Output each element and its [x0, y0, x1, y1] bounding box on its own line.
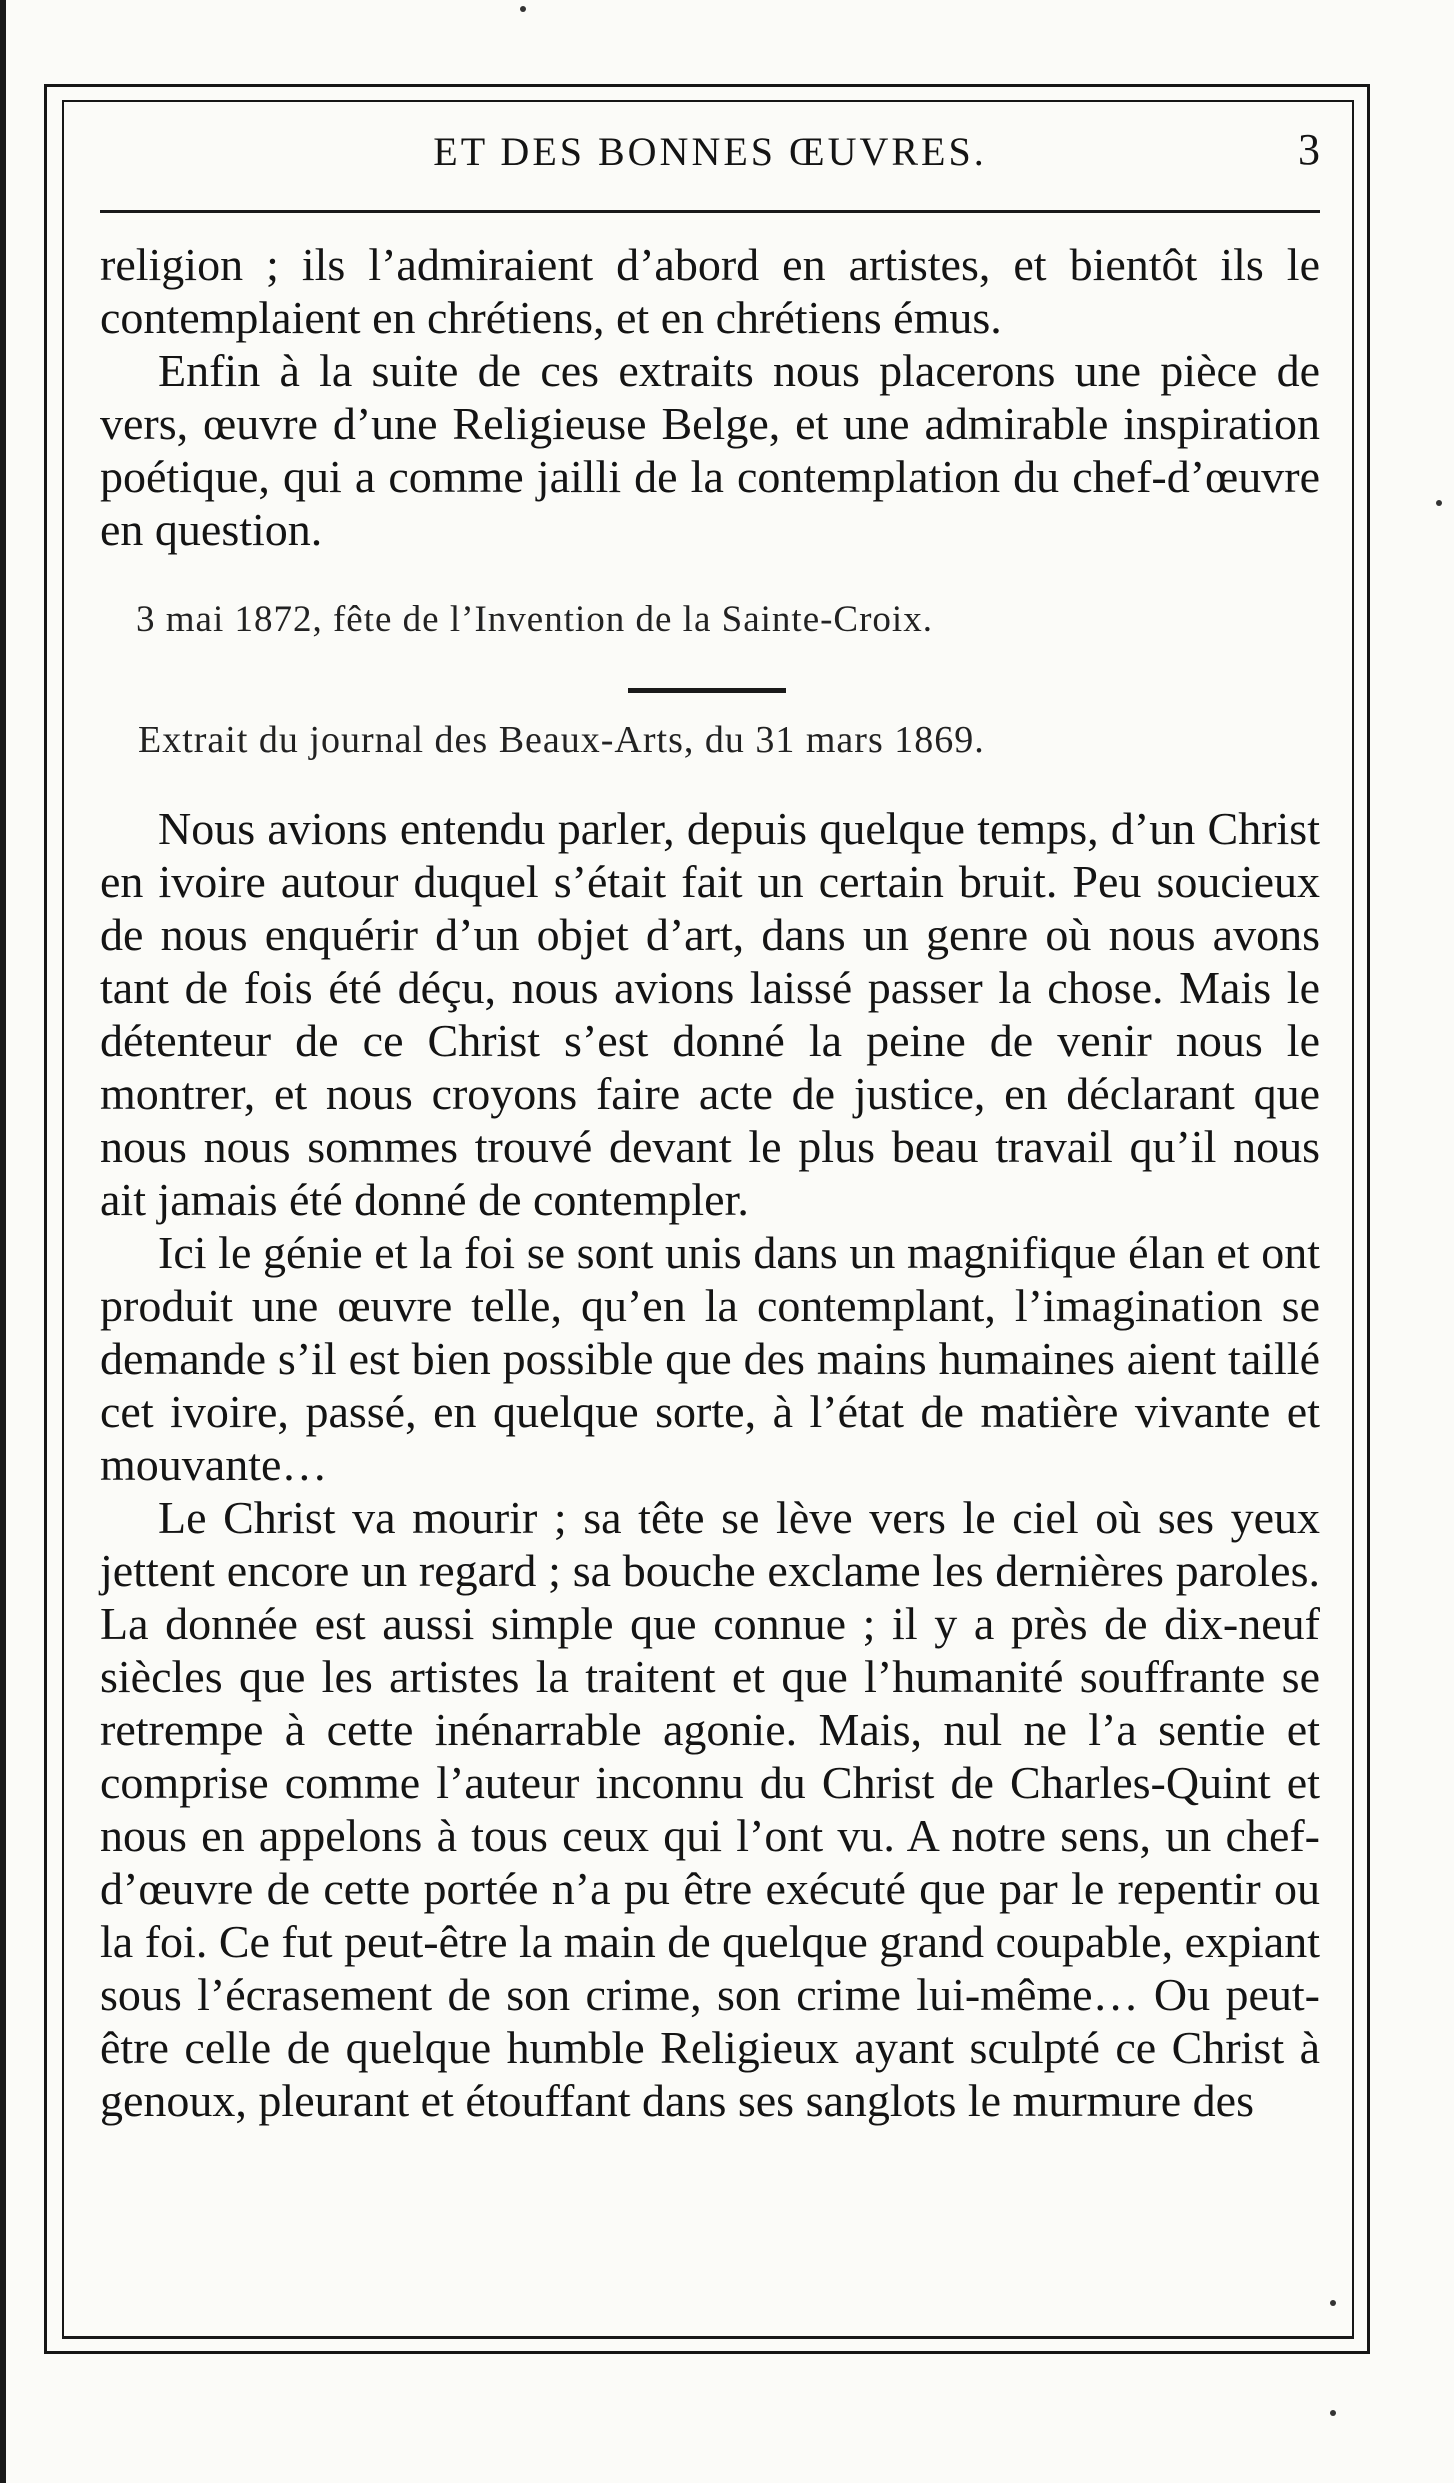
running-title: ET DES BONNES ŒUVRES. — [433, 129, 987, 174]
scan-speck — [520, 6, 526, 12]
scan-edge — [0, 0, 6, 2483]
bottom-rule — [62, 2336, 1354, 2339]
scan-speck — [1330, 2300, 1336, 2306]
date-line: 3 mai 1872, fête de l’Invention de la Sainte-Croix. — [136, 599, 933, 640]
source-line: Extrait du journal des Beaux-Arts, du 31 mars 1869. — [138, 719, 985, 761]
running-header — [100, 122, 1320, 182]
page-number: 3 — [1298, 125, 1320, 174]
article-text — [100, 802, 1320, 2127]
paragraph: Enfin à la suite de ces extraits nous placerons une pièce de vers, œuvre d’une Religieuse Belge, et une admirable inspiration poétique, qui a comme jailli de la contemplation du chef-d’œuvre en question. — [100, 345, 1320, 555]
intro-text — [100, 238, 1320, 556]
paragraph: Le Christ va mourir ; sa tête se lève vers le ciel où ses yeux jettent encore un regard ; sa bouche exclame les dernières paroles. La donnée est aussi simple que connue ; il y a près de dix-neuf siècles que les artistes la traitent et que l’humanité souffrante se retrempe à cette inénarrable agonie. Mais, nul ne l’a sentie et comprise comme l’auteur inconnu du Christ de Charles-Quint et nous en appelons à tous ceux qui l’ont vu. A notre sens, un chef-d’œuvre de cette portée n’a pu être exécuté que par le repentir ou la foi. Ce fut peut-être la main de quelque grand coupable, expiant sous l’écrasement de son crime, son crime lui-même… Ou peut-être celle de quelque humble Religieux ayant sculpté ce Christ à genoux, pleurant et étouffant dans ses sanglots le murmure des — [100, 1492, 1320, 2126]
scan-speck — [1330, 2410, 1336, 2416]
paragraph: religion ; ils l’admiraient d’abord en artistes, et bientôt ils le contemplaient en chrétiens, et en chrétiens émus. — [100, 239, 1320, 343]
scan-speck — [1436, 500, 1442, 506]
section-divider — [628, 688, 786, 693]
paragraph: Ici le génie et la foi se sont unis dans un magnifique élan et ont produit une œuvre telle, qu’en la contemplant, l’imagination se demande s’il est bien possible que des mains humaines aient taillé cet ivoire, passé, en quelque sorte, à l’état de matière vivante et mouvante… — [100, 1227, 1320, 1490]
paragraph: Nous avions entendu parler, depuis quelque temps, d’un Christ en ivoire autour duquel s’était fait un certain bruit. Peu soucieux de nous enquérir d’un objet d’art, dans un genre où nous avons tant de fois été déçu, nous avions laissé passer la chose. Mais le détenteur de ce Christ s’est donné la peine de venir nous le montrer, et nous croyons faire acte de justice, en déclarant que nous nous sommes trouvé devant le plus beau travail qu’il nous ait jamais été donné de contempler. — [100, 803, 1320, 1225]
header-rule — [100, 210, 1320, 213]
